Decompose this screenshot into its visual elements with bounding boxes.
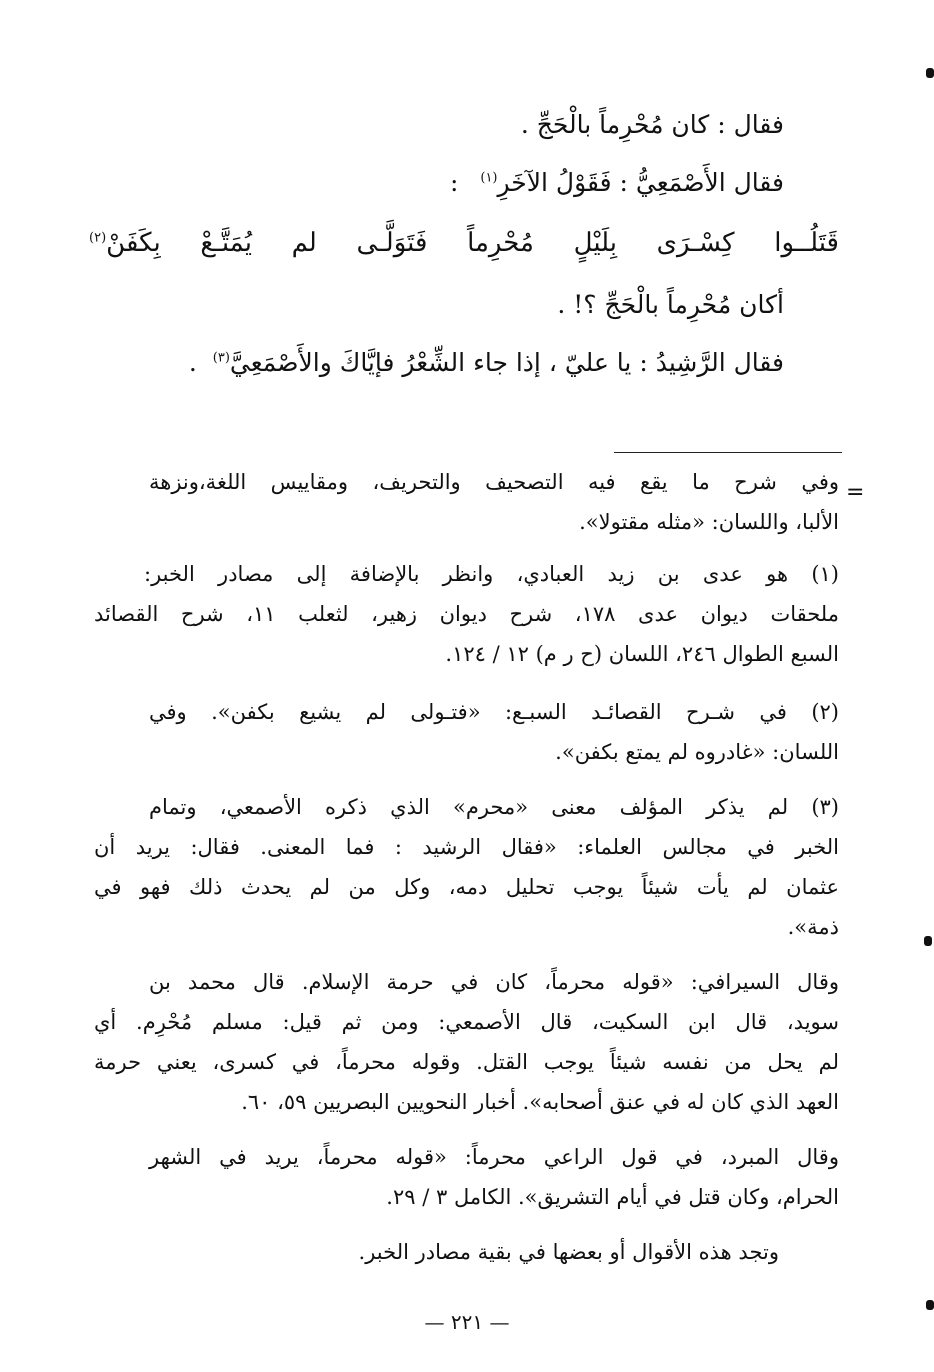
footnote-cont-line-2: الألبا، واللسان: «مثله مقتولا».: [579, 510, 839, 534]
scan-mark: [924, 936, 932, 946]
para-closing-line: وتجد هذه الأقوال أو بعضها في بقية مصادر الخبر.: [358, 1240, 779, 1264]
main-line-2: فقال الأَصْمَعِيُّ : فَقَوْلُ الآخَرِ$^{(١)}$ :: [449, 168, 784, 197]
footnote-2-line-1: (٢) في شـرح القصائـد السبـع: «فتـولى لم يشيع بكفن». وفي: [149, 700, 839, 724]
footnote-1-line-2: ملحقات ديوان عدى ١٧٨، شرح ديوان زهير، لثعلب ١١، شرح القصائد: [94, 602, 839, 626]
footnote-ref-1: (١): [480, 170, 498, 186]
page-number: — ٢٢١ —: [424, 1310, 510, 1334]
para-mubarrad-line-2: الحرام، وكان قتل في أيام التشريق». الكامل ٣ / ٢٩.: [386, 1185, 839, 1209]
footnote-ref-2: (٢): [89, 230, 107, 246]
footnote-1-line-3: السبع الطوال ٢٤٦، اللسان (ح ر م) ١٢ / ١٢٤.: [445, 642, 839, 666]
main-line-4: أكان مُحْرِماً بالْحَجِّ ؟! .: [557, 290, 784, 319]
scan-mark: [926, 1300, 934, 1310]
footnote-3-line-2: الخبر في مجالس العلماء: «فقال الرشيد : فما المعنى. فقال: يريد أن: [94, 835, 839, 859]
footnote-2-line-2: اللسان: «غادروه لم يمتع بكفن».: [555, 740, 839, 764]
para-mubarrad-line-1: وقال المبرد، في قول الراعي محرماً: «قوله محرماً، يريد في الشهر: [149, 1145, 839, 1169]
verse-word: يُمَتَّـعْ: [200, 228, 252, 258]
footnote-3-line-1: (٣) لم يذكر المؤلف معنى «محرم» الذي ذكره الأصمعي، وتمام: [149, 795, 839, 819]
verse-word: مُحْرِماً: [467, 228, 534, 258]
scan-mark: [926, 68, 934, 78]
footnote-ref-3: (٣): [212, 350, 230, 366]
footnote-1-line-1: (١) هو عدى بن زيد العبادي، وانظر بالإضافة إلى مصادر الخبر:: [144, 562, 839, 586]
verse-word: بِكَفَنْ$^{(٢)}$: [89, 228, 161, 258]
footnote-separator: [614, 452, 842, 453]
para-sirafi-line-2: سويد، قال ابن السكيت، قال الأصمعي: ومن ثم قيل: مسلم مُحْرِم. أي: [94, 1010, 839, 1034]
para-sirafi-line-4: العهد الذي كان له في عنق أصحابه». أخبار النحويين البصريين ٥٩، ٦٠.: [241, 1090, 839, 1114]
main-line-1: فقال : كان مُحْرِماً بالْحَجِّ .: [520, 110, 784, 139]
verse-line: [89, 228, 839, 258]
verse-word: لم: [291, 228, 317, 258]
continuation-mark: =: [846, 480, 865, 505]
verse-word: كِسْـرَى: [656, 228, 735, 258]
verse-word: بِلَيْلٍ: [573, 228, 618, 258]
footnote-3-line-3: عثمان لم يأت شيئاً يوجب تحليل دمه، وكل من لم يحدث ذلك فهو في: [94, 875, 839, 899]
main-line-5: فقال الرَّشِيدُ : يا عليّ ، إذا جاء الشِّعْرُ فإيَّاكَ والأَصْمَعِيَّ$^{(٣)}$ .: [188, 348, 784, 377]
verse-word: فَتَوَلَّـى: [356, 228, 428, 258]
para-sirafi-line-3: لم يحل من نفسه شيئاً يوجب القتل. وقوله محرماً، في كسرى، يعني حرمة: [94, 1050, 839, 1074]
footnote-3-line-4: ذمة».: [787, 915, 839, 939]
footnote-cont-line-1: وفي شرح ما يقع فيه التصحيف والتحريف، ومقاييس اللغة،ونزهة: [149, 470, 839, 494]
para-sirafi-line-1: وقال السيرافي: «قوله محرماً، كان في حرمة الإسلام. قال محمد بن: [149, 970, 839, 994]
verse-word: قَتَلُــوا: [774, 228, 839, 258]
